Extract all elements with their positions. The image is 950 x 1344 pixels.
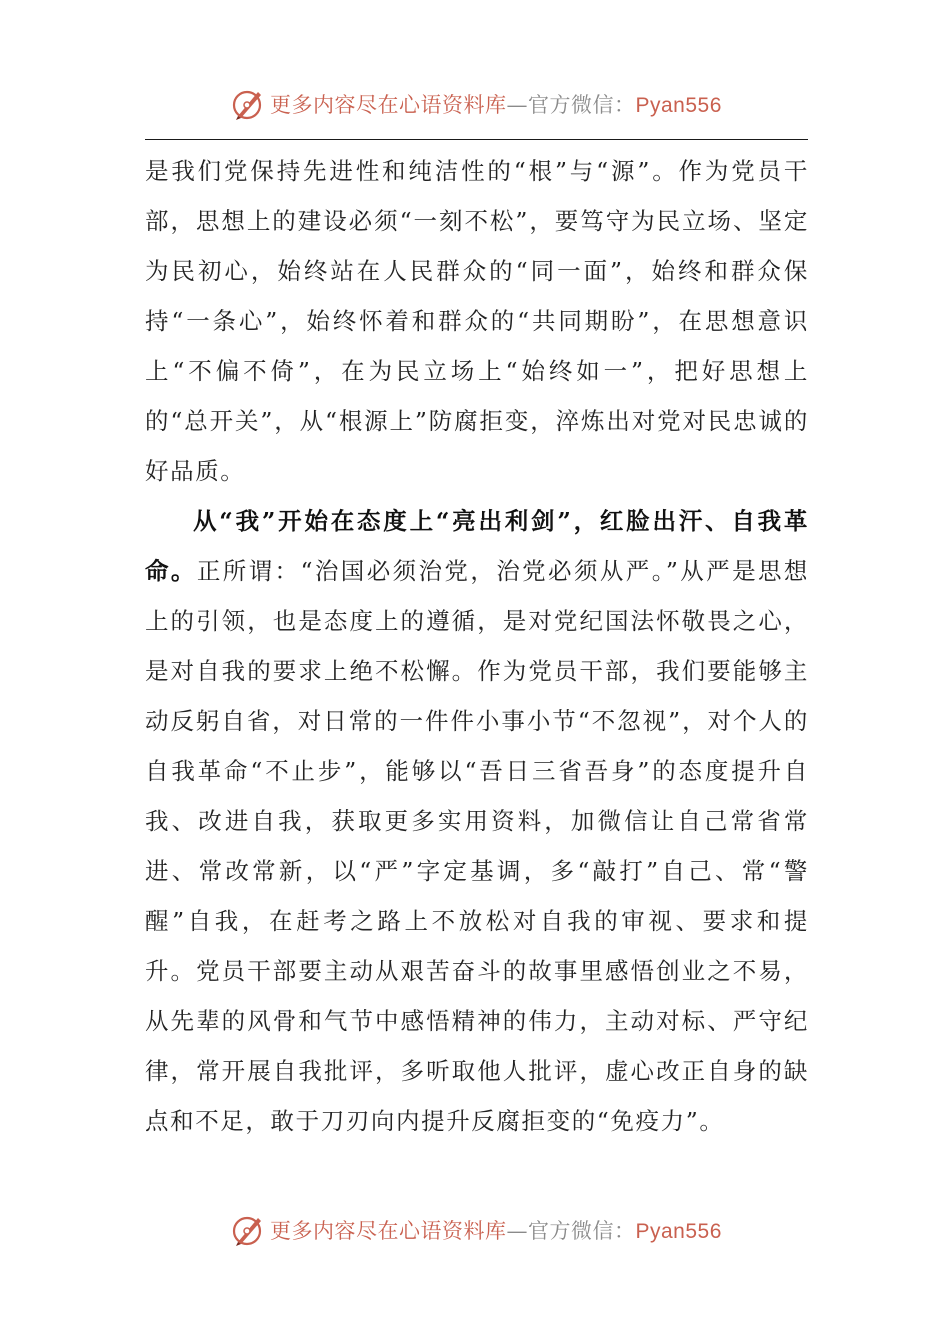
- banner-wechat-id: Pyan556: [635, 94, 722, 117]
- paragraph-2-text: 正所谓：“治国必须治党，治党必须从严。”从严是思想上的引领，也是态度上的遵循，是对党纪国法怀敬畏之心，是对自我的要求上绝不松懈。作为党员干部，我们要能够主动反躬自省，对日常的一件件小事小节“不忽视”，对个人的自我革命“不止步”，能够以“吾日三省吾身”的态度提升自我、改进自我，获取更多实用资料，加微信让自己常省常进、常改常新，以“严”字定基调，多“敲打”自己、常“警醒”自我，在赶考之路上不放松对自我的审视、要求和提升。党员干部要主动从艰苦奋斗的故事里感悟创业之不易，从先辈的风骨和气节中感悟精神的伟力，主动对标、严守纪律，常开展自我批评，多听取他人批评，虚心改正自身的缺点和不足，敢于刀刃向内提升反腐拒变的“免疫力”。: [145, 557, 810, 1135]
- paragraph-2-heading: 从“我”开始在态度上“亮出利剑”，红脸出汗、自我革命。: [145, 507, 809, 585]
- footer-banner: [230, 1208, 722, 1252]
- banner-text: [270, 89, 722, 119]
- document-body: [145, 146, 809, 1146]
- banner-official-label: —官方微信：: [506, 1219, 636, 1243]
- header-banner: [230, 82, 722, 126]
- paragraph-2: [145, 496, 809, 1146]
- paragraph-1: 是我们党保持先进性和纯洁性的“根”与“源”。作为党员干部，思想上的建设必须“一刻不松”，要笃守为民立场、坚定为民初心，始终站在人民群众的“同一面”，始终和群众保持“一条心”，始终怀着和群众的“共同期盼”，在思想意识上“不偏不倚”，在为民立场上“始终如一”，把好思想上的“总开关”，从“根源上”防腐拒变，淬炼出对党对民忠诚的好品质。: [145, 157, 809, 485]
- banner-official-label: —官方微信：: [506, 93, 636, 117]
- banner-wechat-id: Pyan556: [635, 1220, 722, 1243]
- banner-promo: 更多内容尽在心语资料库: [270, 93, 507, 117]
- banner-promo: 更多内容尽在心语资料库: [270, 1219, 507, 1243]
- pen-logo-icon: [230, 86, 266, 122]
- banner-text: [270, 1215, 722, 1245]
- pen-logo-icon: [230, 1212, 266, 1248]
- header-rule: [145, 139, 808, 140]
